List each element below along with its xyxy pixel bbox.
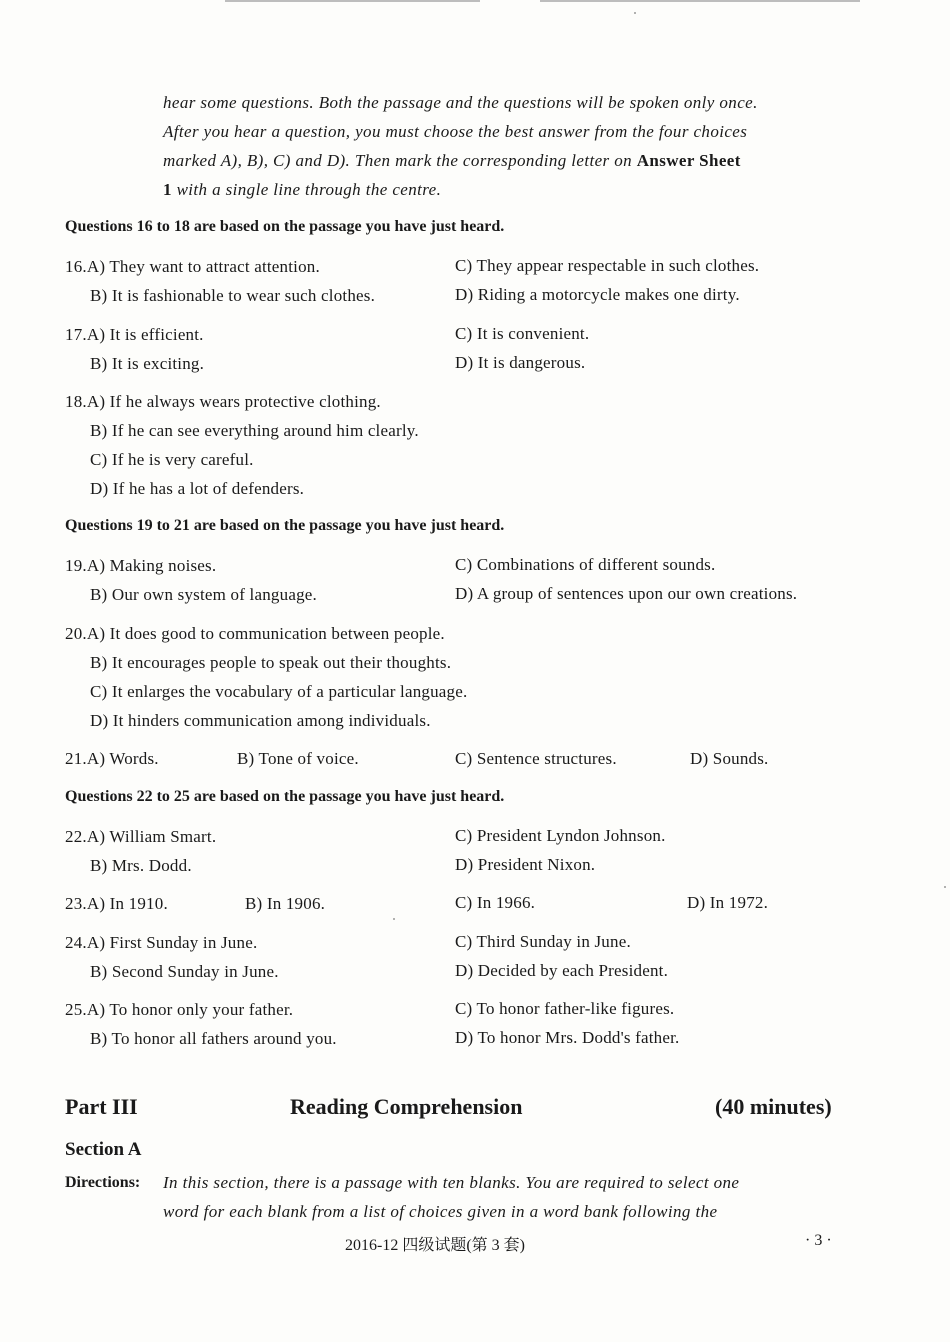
- option: 16.A) They want to attract attention.: [65, 257, 320, 276]
- option: D) Decided by each President.: [455, 961, 669, 980]
- option: 21.A) Words.: [65, 749, 159, 768]
- directions-line: In this section, there is a passage with ten blanks. You are required to select one: [163, 1173, 740, 1192]
- passage-header: Questions 19 to 21 are based on the passage you have just heard.: [65, 517, 505, 534]
- top-edge-line: [540, 0, 860, 2]
- scan-speck: [944, 886, 946, 888]
- directions-line: word for each blank from a list of choices given in a word bank following the: [163, 1202, 718, 1221]
- option: D) A group of sentences upon our own creations.: [455, 584, 798, 603]
- option: D) Sounds.: [690, 749, 769, 768]
- intro-text: with a single line through the centre.: [176, 180, 442, 199]
- option: B) Second Sunday in June.: [90, 962, 279, 981]
- part-title: Reading Comprehension: [290, 1094, 523, 1119]
- option: 25.A) To honor only your father.: [65, 1000, 294, 1019]
- option: C) Combinations of different sounds.: [455, 555, 716, 574]
- option: C) If he is very careful.: [90, 450, 254, 469]
- option: C) It enlarges the vocabulary of a particular language.: [90, 682, 468, 701]
- answer-sheet-number: 1: [163, 180, 172, 199]
- listening-instructions: [163, 88, 863, 204]
- option: B) In 1906.: [245, 894, 326, 913]
- option: 18.A) If he always wears protective clothing.: [65, 392, 381, 411]
- option: B) To honor all fathers around you.: [90, 1029, 337, 1048]
- option: 23.A) In 1910.: [65, 894, 168, 913]
- option: C) It is convenient.: [455, 324, 590, 343]
- intro-line: hear some questions. Both the passage and the questions will be spoken only once.: [163, 93, 758, 112]
- section-title: Section A: [65, 1139, 142, 1160]
- option: B) Our own system of language.: [90, 585, 317, 604]
- part-label: Part III: [65, 1094, 138, 1119]
- option: D) To honor Mrs. Dodd's father.: [455, 1028, 680, 1047]
- intro-line: [163, 146, 863, 175]
- passage-header: Questions 16 to 18 are based on the passage you have just heard.: [65, 218, 505, 235]
- option: B) It is fashionable to wear such clothes.: [90, 286, 376, 305]
- option: C) They appear respectable in such clothes.: [455, 256, 760, 275]
- intro-text: marked A), B), C) and D). Then mark the corresponding letter on: [163, 151, 633, 170]
- option: B) Mrs. Dodd.: [90, 856, 192, 875]
- intro-line: After you hear a question, you must choose the best answer from the four choices: [163, 122, 748, 141]
- option: 20.A) It does good to communication between people.: [65, 624, 445, 643]
- option: D) President Nixon.: [455, 855, 596, 874]
- option: D) Riding a motorcycle makes one dirty.: [455, 285, 740, 304]
- option: B) It encourages people to speak out their thoughts.: [90, 653, 452, 672]
- intro-line: [163, 175, 863, 204]
- option: 19.A) Making noises.: [65, 556, 217, 575]
- exam-footer: 2016-12 四级试题(第 3 套): [345, 1237, 525, 1254]
- top-edge-line: [225, 0, 480, 2]
- option: C) Sentence structures.: [455, 749, 617, 768]
- option: B) If he can see everything around him clearly.: [90, 421, 419, 440]
- option: D) In 1972.: [687, 893, 769, 912]
- part-time: (40 minutes): [715, 1094, 832, 1119]
- option: 24.A) First Sunday in June.: [65, 933, 258, 952]
- option: 17.A) It is efficient.: [65, 325, 204, 344]
- scan-speck: [634, 12, 636, 14]
- option: D) If he has a lot of defenders.: [90, 479, 305, 498]
- page-number: · 3 ·: [805, 1232, 832, 1249]
- option: B) Tone of voice.: [237, 749, 359, 768]
- option: C) Third Sunday in June.: [455, 932, 631, 951]
- option: D) It hinders communication among individuals.: [90, 711, 431, 730]
- option: 22.A) William Smart.: [65, 827, 217, 846]
- directions-label: Directions:: [65, 1174, 141, 1191]
- scan-speck: [393, 918, 395, 920]
- option: D) It is dangerous.: [455, 353, 586, 372]
- option: C) In 1966.: [455, 893, 536, 912]
- option: C) To honor father-like figures.: [455, 999, 675, 1018]
- passage-header: Questions 22 to 25 are based on the passage you have just heard.: [65, 788, 505, 805]
- option: C) President Lyndon Johnson.: [455, 826, 666, 845]
- option: B) It is exciting.: [90, 354, 205, 373]
- answer-sheet-bold: Answer Sheet: [636, 151, 741, 170]
